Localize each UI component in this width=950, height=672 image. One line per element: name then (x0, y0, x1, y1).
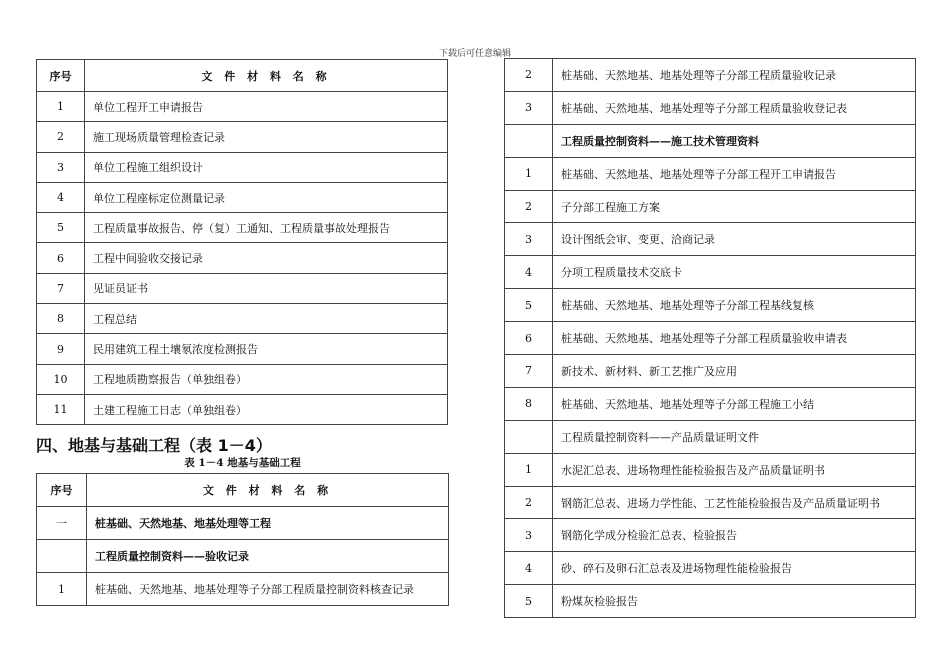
row-name: 工程总结 (85, 304, 448, 334)
table-row (505, 59, 916, 92)
table-unit-project-documents (36, 59, 448, 425)
table-row (505, 124, 916, 157)
row-no: 10 (37, 364, 85, 394)
table-row (505, 322, 916, 355)
row-name: 工程中间验收交接记录 (85, 243, 448, 273)
row-no: 1 (37, 573, 87, 606)
row-name: 桩基础、天然地基、地基处理等子分部工程基线复核 (553, 289, 916, 322)
row-no: 11 (37, 394, 85, 424)
row-name: 桩基础、天然地基、地基处理等子分部工程质量验收登记表 (553, 91, 916, 124)
row-no: 3 (505, 223, 553, 256)
row-name: 砂、碎石及卵石汇总表及进场物理性能检验报告 (553, 552, 916, 585)
table-caption: 表 1－4 地基与基础工程 (184, 457, 301, 469)
row-name: 钢筋化学成分检验汇总表、检验报告 (553, 519, 916, 552)
row-no: 2 (505, 486, 553, 519)
row-no: 4 (505, 256, 553, 289)
row-no (505, 124, 553, 157)
row-no: 7 (505, 355, 553, 388)
table-row (505, 190, 916, 223)
table-row (505, 289, 916, 322)
row-name: 单位工程座标定位测量记录 (85, 182, 448, 212)
row-name: 单位工程施工组织设计 (85, 152, 448, 182)
table-row (37, 152, 448, 182)
table-row (505, 453, 916, 486)
table-row (37, 182, 448, 212)
row-no: 9 (37, 334, 85, 364)
row-name: 桩基础、天然地基、地基处理等子分部工程质量验收申请表 (553, 322, 916, 355)
table-row (37, 507, 449, 540)
row-no: 4 (505, 552, 553, 585)
table-row (505, 420, 916, 453)
table-foundation-engineering-continued (504, 58, 916, 618)
row-name: 民用建筑工程土壤氡浓度检测报告 (85, 334, 448, 364)
row-no: 5 (505, 289, 553, 322)
row-no: 1 (37, 92, 85, 122)
row-name: 桩基础、天然地基、地基处理等子分部工程质量控制资料核查记录 (87, 573, 449, 606)
table-header-row (37, 474, 449, 507)
row-no: 8 (37, 304, 85, 334)
row-name: 土建工程施工日志（单独组卷） (85, 394, 448, 424)
row-name: 粉煤灰检验报告 (553, 585, 916, 618)
row-name: 工程质量控制资料——产品质量证明文件 (553, 420, 916, 453)
row-name: 施工现场质量管理检查记录 (85, 122, 448, 152)
row-no: 1 (505, 453, 553, 486)
row-no: 2 (505, 190, 553, 223)
row-no: 3 (505, 519, 553, 552)
row-no: 2 (37, 122, 85, 152)
row-name: 工程地质勘察报告（单独组卷） (85, 364, 448, 394)
row-name: 工程质量控制资料——施工技术管理资料 (553, 124, 916, 157)
row-no: 3 (505, 91, 553, 124)
row-name: 钢筋汇总表、进场力学性能、工艺性能检验报告及产品质量证明书 (553, 486, 916, 519)
table-row (505, 223, 916, 256)
row-name: 工程质量控制资料——验收记录 (87, 540, 449, 573)
table-row (37, 394, 448, 424)
table-row (505, 519, 916, 552)
row-name: 水泥汇总表、进场物理性能检验报告及产品质量证明书 (553, 453, 916, 486)
table-row (505, 585, 916, 618)
table-row (37, 243, 448, 273)
row-name: 分项工程质量技术交底卡 (553, 256, 916, 289)
row-no: 7 (37, 273, 85, 303)
header-name: 文 件 材 料 名 称 (85, 60, 448, 92)
section-title: 四、地基与基础工程（表 1－4） (36, 436, 272, 455)
row-no: 5 (37, 213, 85, 243)
row-no: 1 (505, 157, 553, 190)
header-no: 序号 (37, 60, 85, 92)
row-name: 桩基础、天然地基、地基处理等子分部工程施工小结 (553, 387, 916, 420)
row-no: 4 (37, 182, 85, 212)
row-name: 见证员证书 (85, 273, 448, 303)
row-no: 6 (505, 322, 553, 355)
table-row (37, 334, 448, 364)
table-row (37, 540, 449, 573)
row-no: 5 (505, 585, 553, 618)
header-name: 文 件 材 料 名 称 (87, 474, 449, 507)
table-header-row (37, 60, 448, 92)
row-name: 子分部工程施工方案 (553, 190, 916, 223)
table-row (505, 486, 916, 519)
table-row (37, 364, 448, 394)
table-row (37, 92, 448, 122)
row-name: 桩基础、天然地基、地基处理等子分部工程质量验收记录 (553, 59, 916, 92)
table-row (37, 122, 448, 152)
table-row (505, 552, 916, 585)
table-row (37, 213, 448, 243)
row-no: 3 (37, 152, 85, 182)
table-row (505, 355, 916, 388)
row-no: 8 (505, 387, 553, 420)
row-no: 2 (505, 59, 553, 92)
row-no (37, 540, 87, 573)
row-no (505, 420, 553, 453)
row-name: 单位工程开工申请报告 (85, 92, 448, 122)
row-name: 工程质量事故报告、停（复）工通知、工程质量事故处理报告 (85, 213, 448, 243)
row-name: 桩基础、天然地基、地基处理等子分部工程开工申请报告 (553, 157, 916, 190)
row-name: 设计图纸会审、变更、洽商记录 (553, 223, 916, 256)
row-no: 6 (37, 243, 85, 273)
row-name: 新技术、新材料、新工艺推广及应用 (553, 355, 916, 388)
table-row (505, 91, 916, 124)
table-row (505, 387, 916, 420)
header-no: 序号 (37, 474, 87, 507)
table-row (505, 157, 916, 190)
top-note: 下载后可任意编辑 (438, 49, 511, 59)
row-name: 桩基础、天然地基、地基处理等工程 (87, 507, 449, 540)
row-no: 一 (37, 507, 87, 540)
table-row (37, 573, 449, 606)
table-foundation-engineering (36, 473, 449, 606)
table-row (37, 273, 448, 303)
table-row (37, 304, 448, 334)
table-row (505, 256, 916, 289)
